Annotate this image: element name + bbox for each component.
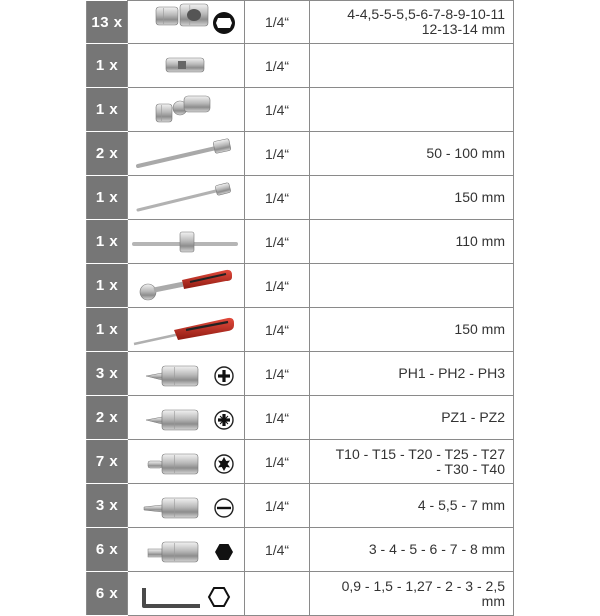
tool-image-cell <box>128 352 245 396</box>
table-row <box>87 132 514 176</box>
drive-size-cell: 1/4“ <box>245 396 310 440</box>
size-spec-line: 12-13-14 mm <box>421 21 505 37</box>
tool-image-cell <box>128 484 245 528</box>
tool-set-contents-table <box>86 0 514 609</box>
quantity-cell: 6 x <box>87 572 128 616</box>
quantity-cell: 3 x <box>87 352 128 396</box>
quantity-cell: 13 x <box>87 1 128 44</box>
flexible-extension-icon <box>128 176 244 219</box>
drive-size-cell: 1/4“ <box>245 484 310 528</box>
size-spec-line: 4 - 5,5 - 7 mm <box>417 497 505 513</box>
tool-image-cell <box>128 44 245 88</box>
table-row <box>87 440 514 484</box>
drive-size-cell: 1/4“ <box>245 528 310 572</box>
size-spec-line: PH1 - PH2 - PH3 <box>398 365 505 381</box>
size-spec-cell <box>310 484 514 528</box>
drive-size-cell: 1/4“ <box>245 264 310 308</box>
drive-size-cell: 1/4“ <box>245 44 310 88</box>
size-spec-line: PZ1 - PZ2 <box>441 409 505 425</box>
size-spec-cell <box>310 440 514 484</box>
table-row <box>87 572 514 616</box>
size-spec-cell <box>310 396 514 440</box>
tool-image-cell <box>128 396 245 440</box>
quantity-cell: 1 x <box>87 220 128 264</box>
adapter-icon <box>128 44 244 87</box>
drive-size-cell <box>245 572 310 616</box>
size-spec-cell <box>310 132 514 176</box>
drive-size-cell: 1/4“ <box>245 132 310 176</box>
quantity-cell: 1 x <box>87 264 128 308</box>
quantity-cell: 3 x <box>87 484 128 528</box>
size-spec-line: 150 mm <box>454 189 505 205</box>
quantity-cell: 1 x <box>87 88 128 132</box>
table-row <box>87 176 514 220</box>
size-spec-line: 3 - 4 - 5 - 6 - 7 - 8 mm <box>368 541 505 557</box>
extension-bar-icon <box>128 132 244 175</box>
quantity-cell: 1 x <box>87 308 128 352</box>
hex-socket-set-icon <box>128 1 244 44</box>
tool-image-cell <box>128 220 245 264</box>
table-row <box>87 220 514 264</box>
table-row <box>87 44 514 88</box>
universal-joint-icon <box>128 88 244 131</box>
tool-image-cell <box>128 88 245 132</box>
tool-image-cell <box>128 1 245 44</box>
tool-image-cell <box>128 264 245 308</box>
tool-image-cell <box>128 440 245 484</box>
t-handle-icon <box>128 220 244 263</box>
tool-image-cell <box>128 176 245 220</box>
size-spec-line: 0,9 - 1,5 - 1,27 - 2 - 3 - 2,5 <box>341 577 505 594</box>
phillips-bit-socket-icon <box>128 352 244 395</box>
size-spec-cell <box>310 308 514 352</box>
size-spec-cell <box>310 88 514 132</box>
table-row <box>87 528 514 572</box>
quantity-cell: 1 x <box>87 176 128 220</box>
tool-image-cell <box>128 132 245 176</box>
size-spec-line: mm <box>481 592 505 609</box>
tool-image-cell <box>128 528 245 572</box>
size-spec-line: 50 - 100 mm <box>426 145 505 161</box>
drive-size-cell: 1/4“ <box>245 308 310 352</box>
drive-size-cell: 1/4“ <box>245 352 310 396</box>
drive-size-cell: 1/4“ <box>245 1 310 44</box>
table-row <box>87 308 514 352</box>
size-spec-line: T10 - T15 - T20 - T25 - T27 <box>335 445 505 462</box>
table-row <box>87 396 514 440</box>
pozidriv-bit-socket-icon <box>128 396 244 439</box>
size-spec-cell <box>310 220 514 264</box>
ratchet-icon <box>128 264 244 307</box>
size-spec-line: 110 mm <box>455 233 505 249</box>
tool-image-cell <box>128 308 245 352</box>
screwdriver-handle-icon <box>128 308 244 351</box>
drive-size-cell: 1/4“ <box>245 88 310 132</box>
table-row <box>87 1 514 44</box>
size-spec-cell <box>310 572 514 616</box>
quantity-cell: 2 x <box>87 132 128 176</box>
hex-bit-socket-icon <box>128 528 244 571</box>
quantity-cell: 6 x <box>87 528 128 572</box>
slotted-bit-socket-icon <box>128 484 244 527</box>
size-spec-cell <box>310 352 514 396</box>
table-row <box>87 88 514 132</box>
drive-size-cell: 1/4“ <box>245 220 310 264</box>
size-spec-cell <box>310 1 514 44</box>
size-spec-line: - T30 - T40 <box>436 460 505 477</box>
size-spec-line: 150 mm <box>454 321 505 337</box>
size-spec-line: 4-4,5-5-5,5-6-7-8-9-10-11 <box>347 6 505 22</box>
table-row <box>87 352 514 396</box>
quantity-cell: 7 x <box>87 440 128 484</box>
quantity-cell: 2 x <box>87 396 128 440</box>
size-spec-cell <box>310 176 514 220</box>
quantity-cell: 1 x <box>87 44 128 88</box>
size-spec-cell <box>310 44 514 88</box>
drive-size-cell: 1/4“ <box>245 176 310 220</box>
drive-size-cell: 1/4“ <box>245 440 310 484</box>
size-spec-cell <box>310 528 514 572</box>
tool-image-cell <box>128 572 245 616</box>
size-spec-cell <box>310 264 514 308</box>
table-row <box>87 264 514 308</box>
allen-key-icon <box>128 572 244 615</box>
torx-bit-socket-icon <box>128 440 244 483</box>
table-row <box>87 484 514 528</box>
